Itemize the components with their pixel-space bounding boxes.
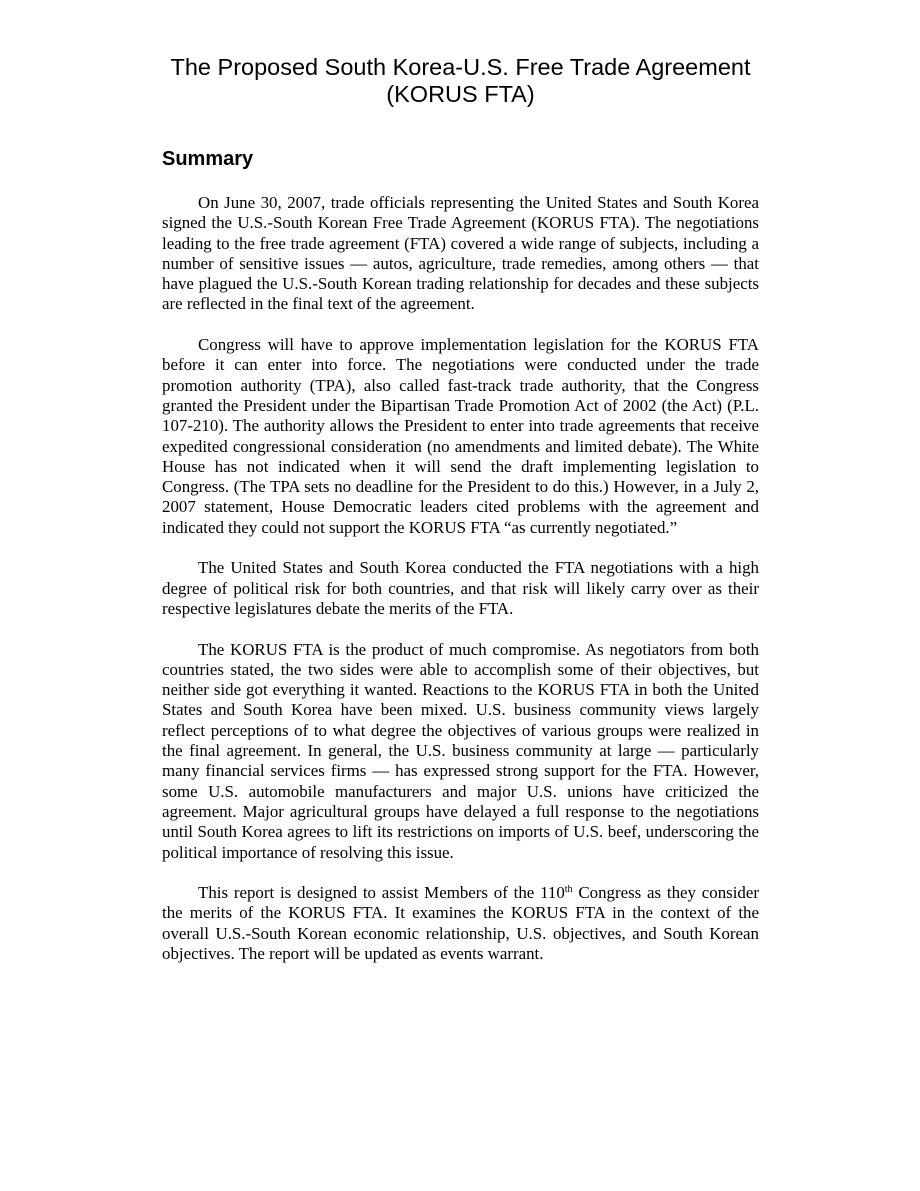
title-line-1: The Proposed South Korea-U.S. Free Trade Agreement bbox=[170, 54, 751, 80]
ordinal-superscript: th bbox=[564, 884, 573, 896]
summary-paragraph-4: The KORUS FTA is the product of much compromise. As negotiators from both countries stated, the two sides were able to accomplish some of their objectives, but neither side got everything it wanted. Reactions to the KORUS FTA in both the United States and South Korea have been mixed. U.S. business community views largely reflect perceptions of to what degree the objectives of various groups were realized in the final agreement. In general, the U.S. business community at large — particularly many financial services firms — has expressed strong support for the FTA. However, some U.S. automobile manufacturers and major U.S. unions have criticized the agreement. Major agricultural groups have delayed a full response to the negotiations until South Korea agrees to lift its restrictions on imports of U.S. beef, underscoring the political importance of resolving this issue. bbox=[162, 639, 759, 862]
title-line-2: (KORUS FTA) bbox=[386, 81, 535, 107]
paragraph-5-text-end: Congress as they consider the merits of the KORUS FTA. It examines the KORUS FTA in the context of the overall U.S.-South Korean economic relationship, U.S. objectives, and South Korean objectives. The report will be updated as events warrant. bbox=[162, 883, 759, 963]
summary-paragraph-3: The United States and South Korea conducted the FTA negotiations with a high degree of political risk for both countries, and that risk will likely carry over as their respective legislatures debate the merits of the FTA. bbox=[162, 558, 759, 618]
summary-paragraph-1: On June 30, 2007, trade officials representing the United States and South Korea signed the U.S.-South Korean Free Trade Agreement (KORUS FTA). The negotiations leading to the free trade agreement (FTA) covered a wide range of subjects, including a number of sensitive issues — autos, agriculture, trade remedies, among others — that have plagued the U.S.-South Korean trading relationship for decades and these subjects are reflected in the final text of the agreement. bbox=[162, 193, 759, 314]
summary-heading: Summary bbox=[162, 148, 254, 170]
summary-paragraph-5 bbox=[162, 883, 759, 964]
summary-paragraph-2: Congress will have to approve implementation legislation for the KORUS FTA before it can enter into force. The negotiations were conducted under the trade promotion authority (TPA), also called fast-track trade authority, that the Congress granted the President under the Bipartisan Trade Promotion Act of 2002 (the Act) (P.L. 107-210). The authority allows the President to enter into trade agreements that receive expedited congressional consideration (no amendments and limited debate). The White House has not indicated when it will send the draft implementing legislation to Congress. (The TPA sets no deadline for the President to do this.) However, in a July 2, 2007 statement, House Democratic leaders cited problems with the agreement and indicated they could not support the KORUS FTA “as currently negotiated.” bbox=[162, 335, 759, 537]
paragraph-5-text-start: This report is designed to assist Members of the 110 bbox=[198, 883, 565, 903]
document-page bbox=[162, 54, 759, 964]
document-title bbox=[162, 54, 759, 108]
